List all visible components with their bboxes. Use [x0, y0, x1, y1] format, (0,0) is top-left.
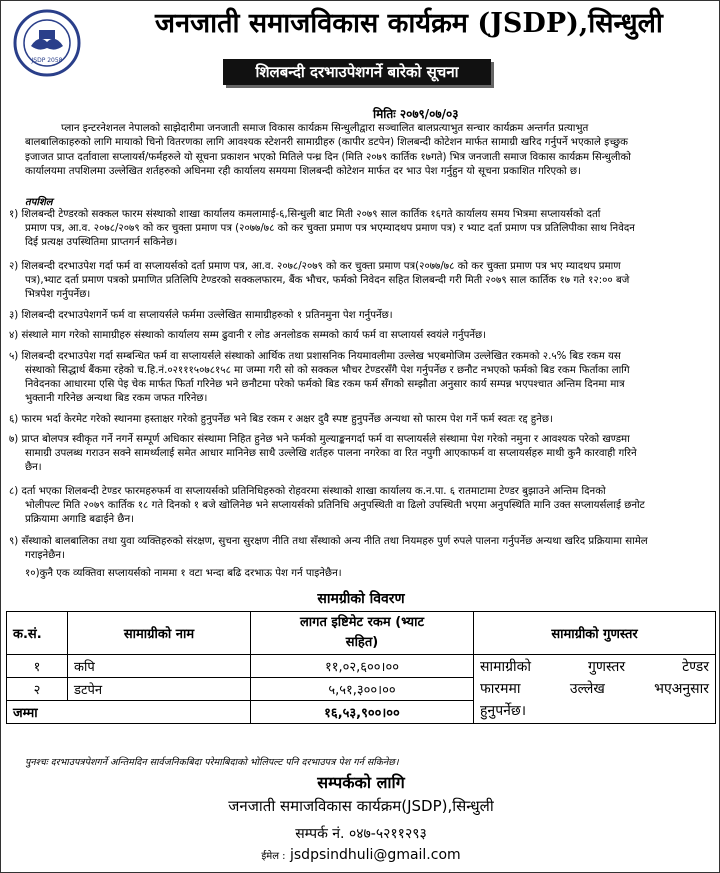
term-line: १०)कुनै एक व्यक्तिवा सप्लायर्सको नाममा १ वटा भन्दा बढि दरभाऊ पेश गर्न पाइनेछैन।	[25, 568, 342, 579]
term-line: गराइनेछैन।	[25, 550, 65, 561]
quality-line: फारममा उल्लेख भएअनुसार	[480, 681, 709, 697]
org-title: जनजाती समाजविकास कार्यक्रम (JSDP),सिन्धुली	[155, 8, 663, 39]
header-cost-line1: लागत इष्टिमेट रकम (भ्याट	[299, 615, 425, 630]
term-line: ३) शिलबन्दी दरभाउपेशगर्ने फर्म वा सप्लायर्सले फर्ममा उल्लेखित सामाग्रीहरुको १ प्रतिनमुना पेश गर्नुपर्नेछ।	[9, 310, 393, 321]
term-line: १) शिलबन्दी टेण्डरको सक्कल फारम संस्थाको शाखा कार्यालय कमलामाई-६,सिन्धुली बाट मिती २०७९ साल कार्तिक १६गते कार्यालय समय भित्रमा सप्लायर्सको दर्ता	[9, 209, 601, 220]
jsdp-logo	[9, 8, 93, 78]
header-sn: क.सं.	[7, 612, 68, 655]
logo-year: JSDP 2058	[31, 57, 63, 64]
row-name: कपि	[68, 655, 251, 678]
contact-email-line	[1, 847, 720, 863]
total-amount: १६,५३,९००।००	[251, 701, 474, 724]
term-line: २) शिलबन्दी दरभाउपेश गर्दा फर्म वा सप्लायर्सको दर्ता प्रमाण पत्र, आ.व. २०७८/२०७९ को कर चुक्ता प्रमाण पत्र(२०७७/७८ को कर चुक्ता प्रमाण पत्र भए म्यादथप प्रमाण	[9, 261, 621, 272]
intro-line: प्लान इन्टरनेशनल नेपालको साझेदारीमा जनजाती समाज विकास कार्यक्रम सिन्धुलीद्वारा सञ्चालित बालप्रत्याभुत सन्चार कार्यक्रम अन्तर्गत प्रत्याभुत	[61, 123, 589, 134]
items-table	[6, 611, 716, 724]
footnote: पुनश्चः दरभाउपत्रपेशगर्ने अन्तिमदिन सार्वजनिकबिदा परेमाबिदाको भोलिपल्ट पनि दरभाउपत्र पेश गर्न सकिनेछ।	[25, 757, 399, 768]
notice-date: मितिः २०७९/०७/०३	[373, 107, 459, 121]
table-row	[7, 655, 716, 678]
intro-line: इजाजत प्राप्त दर्तावाला सप्लायर्स/फर्महरुले यो सूचना प्रकाशन भएको मितिले पन्ध्र दिन (मिति २०७९ कार्तिक १७गते) भित्र जनजाती समाज विकास कार्यक्रम सिन्धुलीको	[25, 152, 631, 163]
total-label: जम्मा	[7, 701, 251, 724]
quality-cell	[474, 655, 716, 724]
email-address: jsdpsindhuli@gmail.com	[290, 847, 461, 863]
term-line: ५) शिलबन्दी दरभाउपेश गर्दा सम्बन्धित फर्म वा सप्लायर्सले संस्थाको आर्थिक तथा प्रशासनिक नियमावलीमा उल्लेख भएबमोजिम उल्लेखित रकमको २.५% बिड रकम यस	[9, 351, 621, 362]
row-amount: ५,५१,३००।००	[251, 678, 474, 701]
term-line: ४) संस्थाले माग गरेको सामाग्रीहरु संस्थाको कार्यालय सम्म ढुवानी र लोड अनलोडक सम्मको कार्य फर्म वा सप्लायर्स स्वयंले गर्नुपर्नेछ।	[9, 330, 487, 341]
term-line: ६) फारम भर्दा केरमेट गरेको स्थानमा हस्ताक्षर गरेको हुनुपर्नेछ भने बिड रकम र अक्षर दुवै स्पष्ट हुनुपर्नेछ अन्यथा सो फारम पेश गर्ने फर्म स्वतः रद्द हुनेछ।	[9, 414, 553, 425]
term-line: पत्र),भ्याट दर्ता प्रमाण पत्रको प्रमाणित प्रतिलिपि टेण्डरको सक्कलफारम, बैंक भौचर, फर्मको निवेदन सहित शिलबन्दी गरी मिती २०७९ साल कार्तिक १७ गते १२:०० बजे	[25, 275, 630, 286]
term-line: प्रमाण पत्र, आ.व. २०७८/२०७९ को कर चुक्ता प्रमाण पत्र (२०७७/७८ को कर चुक्ता प्रमाण पत्र भएम्यादथप प्रमाण पत्र) र भ्याट दर्ता प्रमाण पत्र प्रतिलिपीका साथ निवेदन	[25, 223, 635, 234]
term-line: ७) प्राप्त बोलपत्र स्वीकृत गर्ने नगर्ने सम्पूर्ण अधिकार संस्थामा निहित हुनेछ भने फर्मको मुल्याङ्कनगर्दा फर्म वा सप्लायर्सले संस्थामा पेश गरेको नमुना र आवश्यक परेको खण्डमा	[9, 434, 630, 445]
intro-line: कार्यालयमा तपशिलमा उल्लेखित शर्तहरुको अधिनमा रही कार्यालय समयमा शिलबन्दी कोटेशन मार्फत दर भाउ पेश गर्नुहुन यो सूचना प्रकाशित गरिएको छ।	[25, 166, 581, 177]
quality-line: सामाग्रीको गुणस्तर टेण्डर	[480, 659, 709, 675]
term-line: ९) सँस्थाको बालबालिका तथा युवा व्यक्तिहरुको संरक्षण, सुचना सुरक्षण नीति तथा सँस्थाको अन्य नीति तथा नियमहरु पुर्ण रुपले पालना गर्नुपर्नेछ अन्यथा खरिद प्रक्रियामा सामेल	[9, 536, 648, 547]
term-line: भित्रपेश गर्नुपर्नेछ।	[25, 289, 91, 300]
table-header-row	[7, 612, 716, 655]
header-cost	[251, 612, 474, 655]
contact-heading: सम्पर्कको लागि	[317, 773, 405, 792]
term-line: सामाग्री उपलब्ध गराउन सक्ने सामर्थ्यलाई समेत आधार मानिनेछ साथै उल्लेखि शर्तहरु पालना नगरेका वा रित नपुगी आएकाफर्म वा सप्लायर्सहरु माथी कुनै कारवाही गरिने	[25, 448, 637, 459]
notice-subtitle: शिलबन्दी दरभाउपेशगर्ने बारेको सूचना	[223, 59, 491, 85]
header-cost-line2: सहित)	[345, 635, 379, 650]
contact-org: जनजाती समाजविकास कार्यक्रम(JSDP),सिन्धुली	[228, 797, 494, 815]
terms-heading: तपशिल	[25, 197, 53, 208]
spec-title: सामग्रीको विवरण	[317, 591, 405, 607]
term-line: भोलीपल्ट मिति २०७९ कार्तिक १८ गते दिनको १ बजे खोलिनेछ भने सप्लायर्सको प्रतिनिधि अनुपस्थिती वा ढिलो उपस्थिती भएमा अनुपस्थिति मानि उक्त सप्लायर्सलाई छनोट	[25, 500, 645, 511]
term-line: दिई प्रत्यक्ष उपस्थितिमा प्राप्तगर्न सकिनेछ।	[25, 237, 178, 248]
term-line: संस्थाको सिद्धार्थ बैंकमा रहेको च.हि.नं.०२१११५०७८१५८ मा जम्मा गरी सो को सक्कल भौचर टेण्डरसँगै पेश गर्नुपर्नेछ र छनौट नभएको फर्मको बिड रकम फिर्ताका लागि	[25, 365, 630, 376]
row-sn: २	[7, 678, 68, 701]
intro-line: बालबालिकाहरुको लागि मायाको चिनो वितरणका लागि आवश्यक स्टेशनरी सामाग्रीहरु (कापीर डटपेन) शिलबन्दी कोटेशन मार्फत सामाग्री खरिद गर्नुपर्ने भएकाले इच्छुक	[25, 137, 628, 148]
row-name: डटपेन	[68, 678, 251, 701]
email-label: ईमेल :	[261, 851, 286, 862]
term-line: प्रक्रियामा अगाडि बढाईने छैन।	[25, 514, 135, 525]
term-line: निवेदनका आधारमा एसि पेइ चेक मार्फत फिर्ता गरिनेछ भने छनौटमा परेको फर्मको बिड रकम फर्म सँगको सम्झौता अनुसार कार्य सम्पन्न भएपश्चात अन्तिम दिनमा मात्र	[25, 379, 625, 390]
term-line: छैन।	[25, 462, 42, 473]
term-line: ८) दर्ता भएका शिलबन्दी टेण्डर फारमहरुफर्म वा सप्लायर्सको प्रतिनिधिहरुको रोहवरमा संस्थाको शाखा कार्यालय क.न.पा. ६ रातमाटामा टेण्डर बुझाउने अन्तिम दिनको	[9, 486, 606, 497]
row-amount: ११,०२,६००।००	[251, 655, 474, 678]
header-name: सामाग्रीको नाम	[68, 612, 251, 655]
row-sn: १	[7, 655, 68, 678]
contact-phone: सम्पर्क नं. ०४७-५२११२९३	[295, 826, 427, 842]
term-line: भुक्तानी गरिनेछ अन्यथा बिड रकम जफत गरिनेछ।	[25, 393, 208, 404]
quality-line: हुनुपर्नेछ।	[480, 703, 527, 719]
header-quality: सामाग्रीको गुणस्तर	[474, 612, 716, 655]
